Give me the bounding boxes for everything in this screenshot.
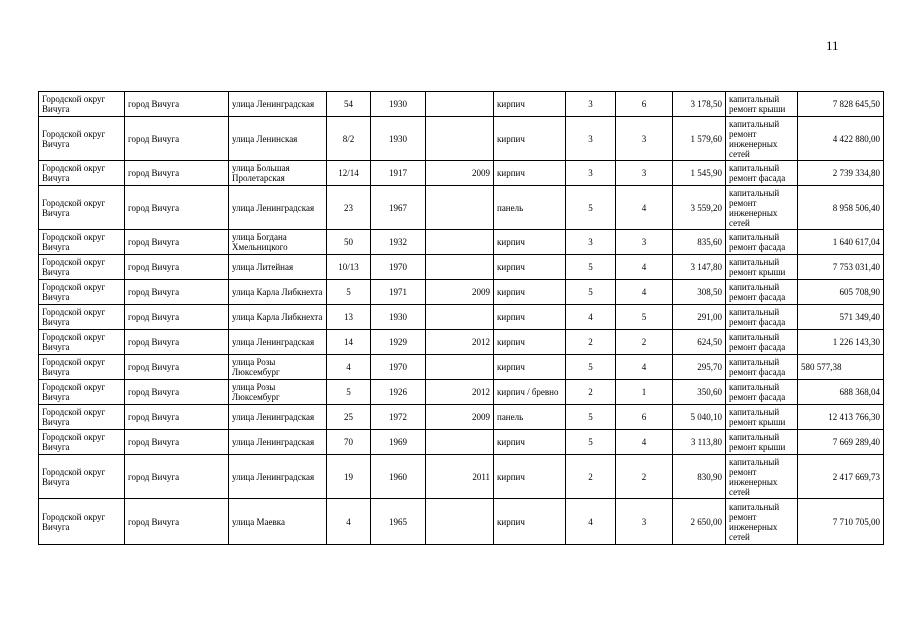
entrances-cell: 3	[616, 499, 673, 545]
house-number-cell: 50	[327, 230, 371, 255]
settlement-cell: город Вичуга	[125, 355, 229, 380]
area-cell: 295,70	[673, 355, 726, 380]
street-cell: улица Богдана Хмельницкого	[229, 230, 327, 255]
last-repair-year-cell	[426, 499, 494, 545]
house-number-cell: 12/14	[327, 161, 371, 186]
entrances-cell: 1	[616, 380, 673, 405]
last-repair-year-cell	[426, 305, 494, 330]
street-cell: улица Литейная	[229, 255, 327, 280]
entrances-cell: 5	[616, 305, 673, 330]
work-type-cell: капитальный ремонт крыши	[726, 92, 798, 117]
year-built-cell: 1967	[371, 186, 426, 230]
house-number-cell: 4	[327, 499, 371, 545]
house-number-cell: 8/2	[327, 117, 371, 161]
floors-cell: 3	[566, 161, 616, 186]
area-cell: 3 147,80	[673, 255, 726, 280]
street-cell: улица Ленинградская	[229, 405, 327, 430]
year-built-cell: 1929	[371, 330, 426, 355]
house-number-cell: 5	[327, 280, 371, 305]
street-cell: улица Карла Либкнехта	[229, 280, 327, 305]
last-repair-year-cell	[426, 355, 494, 380]
settlement-cell: город Вичуга	[125, 230, 229, 255]
floors-cell: 3	[566, 230, 616, 255]
district-cell: Городской округ Вичуга	[39, 380, 125, 405]
settlement-cell: город Вичуга	[125, 305, 229, 330]
house-number-cell: 14	[327, 330, 371, 355]
floors-cell: 5	[566, 405, 616, 430]
table-row	[39, 186, 884, 230]
entrances-cell: 4	[616, 280, 673, 305]
last-repair-year-cell	[426, 230, 494, 255]
wall-material-cell: кирпич	[494, 92, 566, 117]
wall-material-cell: кирпич	[494, 117, 566, 161]
area-cell: 3 559,20	[673, 186, 726, 230]
wall-material-cell: кирпич	[494, 455, 566, 499]
work-type-cell: капитальный ремонт фасада	[726, 305, 798, 330]
cost-cell: 12 413 766,30	[798, 405, 884, 430]
wall-material-cell: панель	[494, 186, 566, 230]
district-cell: Городской округ Вичуга	[39, 230, 125, 255]
cost-cell: 2 739 334,80	[798, 161, 884, 186]
wall-material-cell: кирпич	[494, 161, 566, 186]
work-type-cell: капитальный ремонт инженерных сетей	[726, 499, 798, 545]
table-body	[39, 92, 884, 545]
district-cell: Городской округ Вичуга	[39, 499, 125, 545]
area-cell: 835,60	[673, 230, 726, 255]
area-cell: 1 579,60	[673, 117, 726, 161]
last-repair-year-cell: 2009	[426, 405, 494, 430]
street-cell: улица Ленинградская	[229, 430, 327, 455]
floors-cell: 5	[566, 255, 616, 280]
entrances-cell: 4	[616, 355, 673, 380]
work-type-cell: капитальный ремонт крыши	[726, 405, 798, 430]
area-cell: 830,90	[673, 455, 726, 499]
wall-material-cell: кирпич	[494, 255, 566, 280]
wall-material-cell: кирпич	[494, 355, 566, 380]
area-cell: 3 178,50	[673, 92, 726, 117]
year-built-cell: 1930	[371, 117, 426, 161]
last-repair-year-cell: 2011	[426, 455, 494, 499]
floors-cell: 5	[566, 355, 616, 380]
cost-cell: 605 708,90	[798, 280, 884, 305]
last-repair-year-cell	[426, 255, 494, 280]
floors-cell: 2	[566, 380, 616, 405]
cost-cell: 7 828 645,50	[798, 92, 884, 117]
wall-material-cell: кирпич	[494, 430, 566, 455]
work-type-cell: капитальный ремонт инженерных сетей	[726, 186, 798, 230]
last-repair-year-cell	[426, 117, 494, 161]
entrances-cell: 6	[616, 92, 673, 117]
area-cell: 350,60	[673, 380, 726, 405]
settlement-cell: город Вичуга	[125, 117, 229, 161]
year-built-cell: 1930	[371, 305, 426, 330]
table-row	[39, 455, 884, 499]
settlement-cell: город Вичуга	[125, 380, 229, 405]
street-cell: улица Ленинградская	[229, 330, 327, 355]
street-cell: улица Ленинградская	[229, 455, 327, 499]
table-row	[39, 280, 884, 305]
house-number-cell: 23	[327, 186, 371, 230]
floors-cell: 5	[566, 186, 616, 230]
area-cell: 5 040,10	[673, 405, 726, 430]
entrances-cell: 3	[616, 230, 673, 255]
street-cell: улица Карла Либкнехта	[229, 305, 327, 330]
street-cell: улица Розы Люксембург	[229, 355, 327, 380]
district-cell: Городской округ Вичуга	[39, 92, 125, 117]
table-row	[39, 230, 884, 255]
table-row	[39, 117, 884, 161]
wall-material-cell: кирпич	[494, 330, 566, 355]
last-repair-year-cell: 2012	[426, 380, 494, 405]
year-built-cell: 1926	[371, 380, 426, 405]
last-repair-year-cell	[426, 186, 494, 230]
last-repair-year-cell: 2012	[426, 330, 494, 355]
settlement-cell: город Вичуга	[125, 280, 229, 305]
work-type-cell: капитальный ремонт фасада	[726, 355, 798, 380]
house-number-cell: 4	[327, 355, 371, 380]
entrances-cell: 2	[616, 455, 673, 499]
floors-cell: 5	[566, 280, 616, 305]
house-number-cell: 13	[327, 305, 371, 330]
last-repair-year-cell: 2009	[426, 280, 494, 305]
street-cell: улица Розы Люксембург	[229, 380, 327, 405]
work-type-cell: капитальный ремонт фасада	[726, 280, 798, 305]
floors-cell: 2	[566, 455, 616, 499]
house-number-cell: 25	[327, 405, 371, 430]
year-built-cell: 1971	[371, 280, 426, 305]
wall-material-cell: панель	[494, 405, 566, 430]
work-type-cell: капитальный ремонт фасада	[726, 330, 798, 355]
cost-cell: 2 417 669,73	[798, 455, 884, 499]
floors-cell: 5	[566, 430, 616, 455]
district-cell: Городской округ Вичуга	[39, 117, 125, 161]
cost-cell: 8 958 506,40	[798, 186, 884, 230]
work-type-cell: капитальный ремонт фасада	[726, 380, 798, 405]
year-built-cell: 1917	[371, 161, 426, 186]
entrances-cell: 4	[616, 255, 673, 280]
entrances-cell: 4	[616, 430, 673, 455]
wall-material-cell: кирпич	[494, 280, 566, 305]
settlement-cell: город Вичуга	[125, 405, 229, 430]
house-number-cell: 54	[327, 92, 371, 117]
area-cell: 1 545,90	[673, 161, 726, 186]
district-cell: Городской округ Вичуга	[39, 186, 125, 230]
area-cell: 291,00	[673, 305, 726, 330]
street-cell: улица Ленинградская	[229, 186, 327, 230]
table-row	[39, 499, 884, 545]
cost-cell: 571 349,40	[798, 305, 884, 330]
table-row	[39, 305, 884, 330]
settlement-cell: город Вичуга	[125, 499, 229, 545]
settlement-cell: город Вичуга	[125, 92, 229, 117]
year-built-cell: 1970	[371, 255, 426, 280]
district-cell: Городской округ Вичуга	[39, 405, 125, 430]
area-cell: 3 113,80	[673, 430, 726, 455]
street-cell: улица Маевка	[229, 499, 327, 545]
page-number: 11	[826, 38, 839, 53]
work-type-cell: капитальный ремонт крыши	[726, 430, 798, 455]
table-row	[39, 430, 884, 455]
entrances-cell: 3	[616, 117, 673, 161]
house-number-cell: 70	[327, 430, 371, 455]
district-cell: Городской округ Вичуга	[39, 455, 125, 499]
work-type-cell: капитальный ремонт инженерных сетей	[726, 117, 798, 161]
settlement-cell: город Вичуга	[125, 255, 229, 280]
entrances-cell: 3	[616, 161, 673, 186]
floors-cell: 3	[566, 92, 616, 117]
district-cell: Городской округ Вичуга	[39, 255, 125, 280]
table-row	[39, 255, 884, 280]
table-row	[39, 380, 884, 405]
work-type-cell: капитальный ремонт фасада	[726, 230, 798, 255]
district-cell: Городской округ Вичуга	[39, 430, 125, 455]
wall-material-cell: кирпич	[494, 230, 566, 255]
year-built-cell: 1972	[371, 405, 426, 430]
house-number-cell: 5	[327, 380, 371, 405]
district-cell: Городской округ Вичуга	[39, 305, 125, 330]
entrances-cell: 6	[616, 405, 673, 430]
year-built-cell: 1960	[371, 455, 426, 499]
year-built-cell: 1969	[371, 430, 426, 455]
wall-material-cell: кирпич / бревно	[494, 380, 566, 405]
table-row	[39, 355, 884, 380]
work-type-cell: капитальный ремонт крыши	[726, 255, 798, 280]
cost-cell: 4 422 880,00	[798, 117, 884, 161]
year-built-cell: 1930	[371, 92, 426, 117]
cost-cell: 580 577,38	[798, 355, 884, 380]
cost-cell: 1 640 617,04	[798, 230, 884, 255]
housing-repair-table	[38, 91, 884, 545]
street-cell: улица Большая Пролетарская	[229, 161, 327, 186]
house-number-cell: 19	[327, 455, 371, 499]
cost-cell: 688 368,04	[798, 380, 884, 405]
entrances-cell: 4	[616, 186, 673, 230]
area-cell: 308,50	[673, 280, 726, 305]
settlement-cell: город Вичуга	[125, 455, 229, 499]
floors-cell: 3	[566, 117, 616, 161]
street-cell: улица Ленинская	[229, 117, 327, 161]
year-built-cell: 1965	[371, 499, 426, 545]
table-row	[39, 330, 884, 355]
settlement-cell: город Вичуга	[125, 430, 229, 455]
district-cell: Городской округ Вичуга	[39, 330, 125, 355]
settlement-cell: город Вичуга	[125, 186, 229, 230]
cost-cell: 1 226 143,30	[798, 330, 884, 355]
work-type-cell: капитальный ремонт фасада	[726, 161, 798, 186]
area-cell: 624,50	[673, 330, 726, 355]
house-number-cell: 10/13	[327, 255, 371, 280]
district-cell: Городской округ Вичуга	[39, 280, 125, 305]
cost-cell: 7 753 031,40	[798, 255, 884, 280]
wall-material-cell: кирпич	[494, 305, 566, 330]
year-built-cell: 1932	[371, 230, 426, 255]
last-repair-year-cell: 2009	[426, 161, 494, 186]
cost-cell: 7 710 705,00	[798, 499, 884, 545]
work-type-cell: капитальный ремонт инженерных сетей	[726, 455, 798, 499]
table-row	[39, 92, 884, 117]
last-repair-year-cell	[426, 92, 494, 117]
entrances-cell: 2	[616, 330, 673, 355]
table-row	[39, 161, 884, 186]
district-cell: Городской округ Вичуга	[39, 161, 125, 186]
settlement-cell: город Вичуга	[125, 330, 229, 355]
wall-material-cell: кирпич	[494, 499, 566, 545]
cost-cell: 7 669 289,40	[798, 430, 884, 455]
area-cell: 2 650,00	[673, 499, 726, 545]
floors-cell: 4	[566, 305, 616, 330]
floors-cell: 2	[566, 330, 616, 355]
last-repair-year-cell	[426, 430, 494, 455]
floors-cell: 4	[566, 499, 616, 545]
table-row	[39, 405, 884, 430]
district-cell: Городской округ Вичуга	[39, 355, 125, 380]
settlement-cell: город Вичуга	[125, 161, 229, 186]
street-cell: улица Ленинградская	[229, 92, 327, 117]
year-built-cell: 1970	[371, 355, 426, 380]
